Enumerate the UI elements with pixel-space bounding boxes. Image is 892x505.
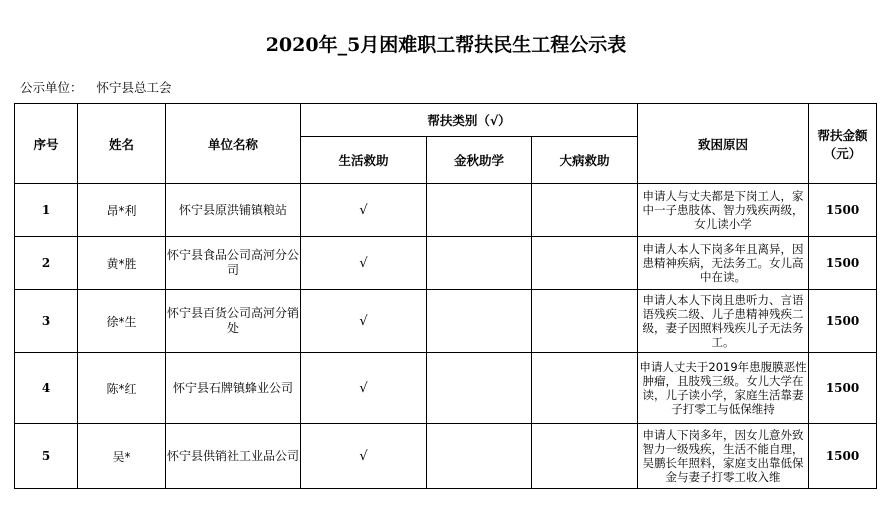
publishing-unit-label: 公示单位：	[20, 80, 83, 95]
row-reason	[638, 237, 809, 290]
header-name: 姓名	[78, 104, 166, 184]
row-reason	[638, 290, 809, 353]
row-reason-text: 申请人丈夫于2019年患腹膜恶性肿瘤，且肢残三级。女儿大学在读，儿子读小学，家庭生活靠妻子打零工与低保维持	[639, 360, 807, 416]
row-name: 陈*红	[78, 353, 166, 424]
assistance-table	[14, 103, 877, 489]
row-index: 5	[15, 424, 78, 489]
row-illness	[532, 184, 638, 237]
row-org: 怀宁县原洪铺镇粮站	[166, 184, 301, 237]
row-education	[427, 184, 532, 237]
row-amount: 1500	[809, 353, 877, 424]
row-name: 徐*生	[78, 290, 166, 353]
row-reason-text: 申请人与丈夫都是下岗工人，家中一子患肢体、智力残疾两级，女儿读小学	[642, 189, 804, 231]
row-reason-text: 申请人本人下岗多年且离异，因患精神疾病，无法务工。女儿高中在读。	[642, 242, 804, 284]
row-living: √	[301, 290, 427, 353]
row-name: 昂*利	[78, 184, 166, 237]
row-illness	[532, 290, 638, 353]
row-org: 怀宁县石牌镇蜂业公司	[166, 353, 301, 424]
header-org: 单位名称	[166, 104, 301, 184]
row-education	[427, 424, 532, 489]
row-amount: 1500	[809, 237, 877, 290]
header-illness: 大病救助	[532, 137, 638, 184]
header-reason: 致困原因	[638, 104, 809, 184]
row-education	[427, 290, 532, 353]
row-index: 2	[15, 237, 78, 290]
header-living: 生活救助	[301, 137, 427, 184]
row-amount: 1500	[809, 290, 877, 353]
row-illness	[532, 424, 638, 489]
row-org: 怀宁县百货公司高河分销处	[166, 290, 301, 353]
header-category: 帮扶类别（√）	[301, 104, 638, 137]
row-reason	[638, 184, 809, 237]
table-row	[15, 290, 877, 353]
page-title: 2020年_5月困难职工帮扶民生工程公示表	[265, 34, 627, 56]
row-living: √	[301, 424, 427, 489]
row-amount: 1500	[809, 424, 877, 489]
row-amount: 1500	[809, 184, 877, 237]
table-row	[15, 424, 877, 489]
row-education	[427, 237, 532, 290]
row-illness	[532, 237, 638, 290]
row-reason	[638, 353, 809, 424]
table-row	[15, 237, 877, 290]
row-org: 怀宁县供销社工业品公司	[166, 424, 301, 489]
publishing-unit	[20, 78, 172, 96]
row-reason	[638, 424, 809, 489]
row-name: 吴*	[78, 424, 166, 489]
row-living: √	[301, 237, 427, 290]
publishing-unit-value: 怀宁县总工会	[96, 80, 172, 95]
row-illness	[532, 353, 638, 424]
row-index: 1	[15, 184, 78, 237]
row-index: 4	[15, 353, 78, 424]
row-living: √	[301, 353, 427, 424]
row-org: 怀宁县食品公司高河分公司	[166, 237, 301, 290]
row-education	[427, 353, 532, 424]
header-education: 金秋助学	[427, 137, 532, 184]
row-reason-text: 申请人下岗多年，因女儿意外致智力一级残疾，生活不能自理，吴鹏长年照料，家庭支出靠低保金与妻子打零工收入维	[642, 428, 804, 484]
row-living: √	[301, 184, 427, 237]
row-index: 3	[15, 290, 78, 353]
table-row	[15, 353, 877, 424]
header-index: 序号	[15, 104, 78, 184]
row-reason-text: 申请人本人下岗且患听力、言语语残疾二级、儿子患精神残疾二级，妻子因照料残疾儿子无法务工。	[642, 293, 804, 349]
row-name: 黄*胜	[78, 237, 166, 290]
table-row	[15, 184, 877, 237]
header-amount: 帮扶金额（元）	[809, 104, 877, 184]
